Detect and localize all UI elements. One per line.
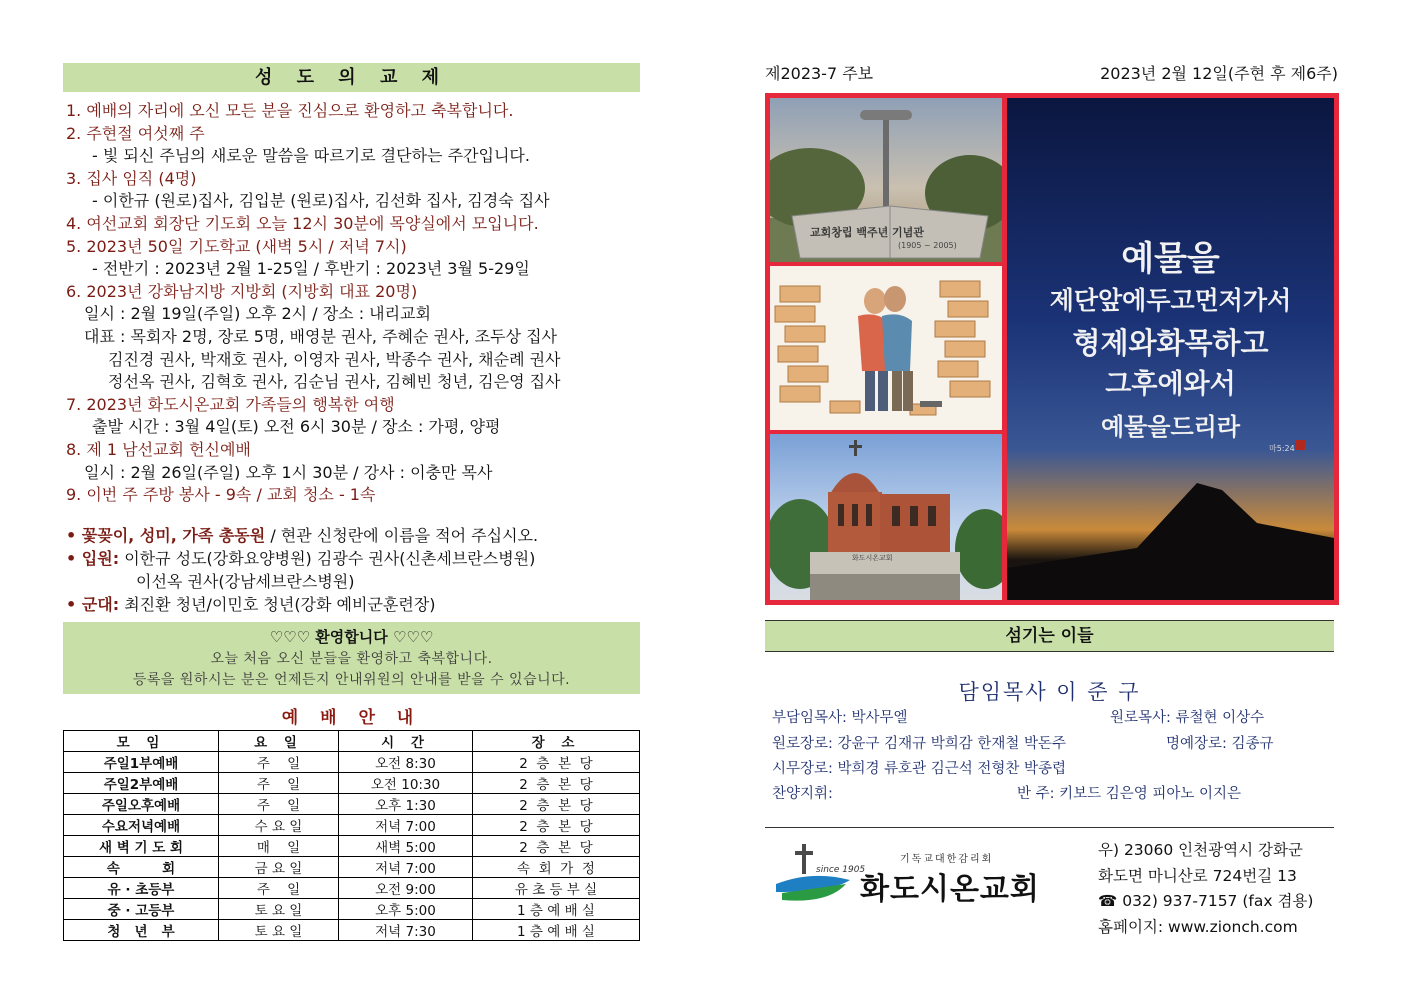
table-header-cell: 장 소 (473, 731, 640, 752)
table-cell: 1 층 예 배 실 (473, 920, 640, 941)
calligraphy-verse (1007, 238, 1334, 448)
table-cell: 금 요 일 (219, 857, 339, 878)
news-item: 1. 예배의 자리에 오신 모든 분을 진심으로 환영하고 축복합니다. (66, 101, 514, 120)
senior-pastor: 담임목사 이 준 구 (958, 680, 1141, 704)
table-cell: 오전 10:30 (339, 773, 473, 794)
address-line: ☎ 032) 937-7157 (fax 겸용) (1098, 892, 1314, 910)
minister-line-right: 명예장로: 김종규 (1166, 736, 1274, 752)
table-row (64, 815, 640, 836)
bulletin-date: 2023년 2월 12일(주현 후 제6주) (1100, 64, 1338, 83)
table-cell: 속 회 (64, 857, 219, 878)
table-cell: 저녁 7:30 (339, 920, 473, 941)
church-sign: 화도시온교회 (852, 554, 893, 562)
homepage-link[interactable]: 홈페이지: www.zionch.com (1098, 917, 1298, 936)
news-item: - 이한규 (원로)집사, 김입분 (원로)집사, 김선화 집사, 김경숙 집사 (92, 191, 550, 211)
table-cell: 2 층 본 당 (473, 815, 640, 836)
fellowship-title: 성 도 의 교 제 (63, 63, 640, 92)
note-value: 이선옥 권사(강남세브란스병원) (136, 572, 355, 591)
news-item: 6. 2023년 강화남지방 지방회 (지방회 대표 20명) (66, 281, 418, 301)
church-building-drawing (770, 434, 1002, 600)
worship-schedule-table (63, 730, 640, 941)
minister-line-right: 반 주: 키보드 김은영 피아노 이지은 (1017, 786, 1242, 802)
table-header-cell: 요 일 (219, 731, 339, 752)
note-key: • 입원: (66, 549, 120, 568)
church-building-photo (770, 434, 1002, 600)
table-row (64, 899, 640, 920)
news-item: 일시 : 2월 26일(주일) 오후 1시 30분 / 강사 : 이충만 목사 (84, 462, 493, 482)
footer-divider (765, 827, 1334, 828)
welcome-title: ♡♡♡ 환영합니다 ♡♡♡ (269, 628, 434, 646)
news-item: 9. 이번 주 주방 봉사 - 9속 / 교회 청소 - 1속 (66, 485, 376, 505)
bulletin-note (66, 570, 640, 593)
table-cell: 토 요 일 (219, 920, 339, 941)
table-cell: 수 요 일 (219, 815, 339, 836)
table-row (64, 794, 640, 815)
table-row (64, 773, 640, 794)
table-cell: 오전 9:00 (339, 878, 473, 899)
table-cell: 저녁 7:00 (339, 815, 473, 836)
table-cell: 매 일 (219, 836, 339, 857)
table-row (64, 878, 640, 899)
news-item: 5. 2023년 50일 기도학교 (새벽 5시 / 저녁 7시) (66, 236, 407, 256)
minister-line-right: 원로목사: 류철현 이상수 (1110, 710, 1265, 726)
table-cell: 1 층 예 배 실 (473, 899, 640, 920)
monument-subtext: (1905 ~ 2005) (898, 241, 957, 250)
table-row (64, 752, 640, 773)
table-cell: 오후 5:00 (339, 899, 473, 920)
church-address (1098, 838, 1313, 940)
news-item: - 전반기 : 2023년 2월 1-25일 / 후반기 : 2023년 3월 5-29일 (92, 259, 530, 279)
table-row (64, 836, 640, 857)
news-item: 4. 여선교회 회장단 기도회 오늘 12시 30분에 목양실에서 모입니다. (66, 213, 539, 233)
calligraphy-line: 예물을드리라 (1100, 412, 1241, 441)
table-cell: 유 초 등 부 실 (473, 878, 640, 899)
table-cell: 2 층 본 당 (473, 836, 640, 857)
news-item: 8. 제 1 남선교회 헌신예배 (66, 439, 251, 459)
note-value: 최진환 청년/이민호 청년(강화 예비군훈련장) (119, 595, 436, 614)
bulletin-note (66, 547, 640, 570)
calligraphy-line: 제단앞에두고먼저가서 (1049, 286, 1292, 315)
table-cell: 유 · 초등부 (64, 878, 219, 899)
minister-line: 시무장로: 박희경 류호관 김근석 전형찬 박종렵 (772, 761, 1067, 777)
news-item: 정선옥 권사, 김혁호 권사, 김순님 권사, 김혜빈 청년, 김은영 집사 (108, 372, 561, 392)
table-cell: 새 벽 기 도 회 (64, 836, 219, 857)
table-cell: 청 년 부 (64, 920, 219, 941)
table-cell: 새벽 5:00 (339, 836, 473, 857)
table-row (64, 920, 640, 941)
news-list (66, 100, 640, 507)
table-row (64, 857, 640, 878)
table-cell: 2 층 본 당 (473, 773, 640, 794)
seal-stamp (1295, 440, 1305, 450)
table-cell: 2 층 본 당 (473, 794, 640, 815)
table-header-cell: 시 간 (339, 731, 473, 752)
table-cell: 주일오후예배 (64, 794, 219, 815)
monument-photo (770, 98, 1002, 262)
calligraphy-line: 형제와화목하고 (1072, 326, 1269, 360)
news-item: 7. 2023년 화도시온교회 가족들의 행복한 여행 (66, 394, 395, 414)
table-cell: 주 일 (219, 752, 339, 773)
table-header-cell: 모 임 (64, 731, 219, 752)
calligraphy-artwork (1007, 98, 1334, 600)
calligraphy-line: 예물을 (1121, 239, 1220, 279)
table-cell: 속 회 가 정 (473, 857, 640, 878)
table-cell: 주일1부예배 (64, 752, 219, 773)
welcome-line-2: 등록을 원하시는 분은 언제든지 안내위원의 안내를 받을 수 있습니다. (132, 672, 571, 688)
news-item: 일시 : 2월 19일(주일) 오후 2시 / 장소 : 내리교회 (84, 304, 431, 324)
minister-line: 찬양지휘: (772, 786, 833, 802)
issue-number: 제2023-7 주보 (765, 64, 874, 83)
bulletin-notes (66, 524, 640, 616)
table-cell: 2 층 본 당 (473, 752, 640, 773)
calligraphy-line: 그후에와서 (1105, 369, 1236, 400)
note-key: • 꽃꽂이, 성미, 가족 총동원 (66, 526, 266, 545)
table-cell: 중 · 고등부 (64, 899, 219, 920)
address-line: 화도면 마니산로 724번길 13 (1098, 866, 1297, 885)
note-value: 이한규 성도(강화요양병원) 김광수 권사(신촌세브란스병원) (119, 549, 536, 568)
logo-church-name: 화도시온교회 (860, 872, 1040, 907)
news-item: 대표 : 목회자 2명, 장로 5명, 배영분 권사, 주혜순 권사, 조두상 집사 (84, 326, 557, 346)
table-cell: 주 일 (219, 794, 339, 815)
welcome-line-1: 오늘 처음 오신 분들을 환영하고 축복합니다. (210, 651, 493, 667)
calligraphy-reference: 마5:24 (1269, 444, 1295, 453)
table-header-row (64, 731, 640, 752)
news-item: 출발 시간 : 3월 4일(토) 오전 6시 30분 / 장소 : 가평, 양평 (92, 417, 501, 437)
monument-text: 교회창립 백주년 기념관 (810, 226, 924, 239)
logo-denomination: 기독교대한감리회 (900, 854, 994, 865)
minister-line: 원로장로: 강윤구 김재규 박희감 한재철 박돈주 (772, 736, 1067, 752)
news-item: 2. 주현절 여섯째 주 (66, 123, 205, 143)
minister-line: 부담임목사: 박사무엘 (772, 710, 908, 726)
table-cell: 주일2부예배 (64, 773, 219, 794)
news-item: - 빛 되신 주님의 새로운 말씀을 따르기로 결단하는 주간입니다. (92, 146, 530, 166)
address-line: 우) 23060 인천광역시 강화군 (1098, 841, 1303, 859)
note-key: • 군대: (66, 595, 120, 614)
table-cell: 오전 8:30 (339, 752, 473, 773)
worship-guide-title: 예 배 안 내 (281, 708, 422, 728)
logo-since: since 1905 (816, 865, 866, 875)
table-cell: 주 일 (219, 878, 339, 899)
embrace-drawing (770, 266, 1002, 430)
bulletin-note (66, 524, 640, 547)
table-cell: 저녁 7:00 (339, 857, 473, 878)
logo-mark-icon (772, 840, 852, 910)
table-cell: 수요저녁예배 (64, 815, 219, 836)
church-logo (772, 840, 1082, 915)
cover-photos (765, 93, 1339, 605)
news-item: 3. 집사 임직 (4명) (66, 168, 197, 188)
bulletin-note (66, 593, 640, 616)
table-cell: 토 요 일 (219, 899, 339, 920)
news-item: 김진경 권사, 박재호 권사, 이영자 권사, 박종수 권사, 채순례 권사 (108, 349, 561, 369)
table-cell: 오후 1:30 (339, 794, 473, 815)
welcome-box (63, 622, 640, 694)
ministers-title: 섬기는 이들 (765, 620, 1334, 652)
reconciliation-illustration (770, 266, 1002, 430)
table-cell: 주 일 (219, 773, 339, 794)
note-value: / 현관 신청란에 이름을 적어 주십시오. (265, 526, 539, 545)
